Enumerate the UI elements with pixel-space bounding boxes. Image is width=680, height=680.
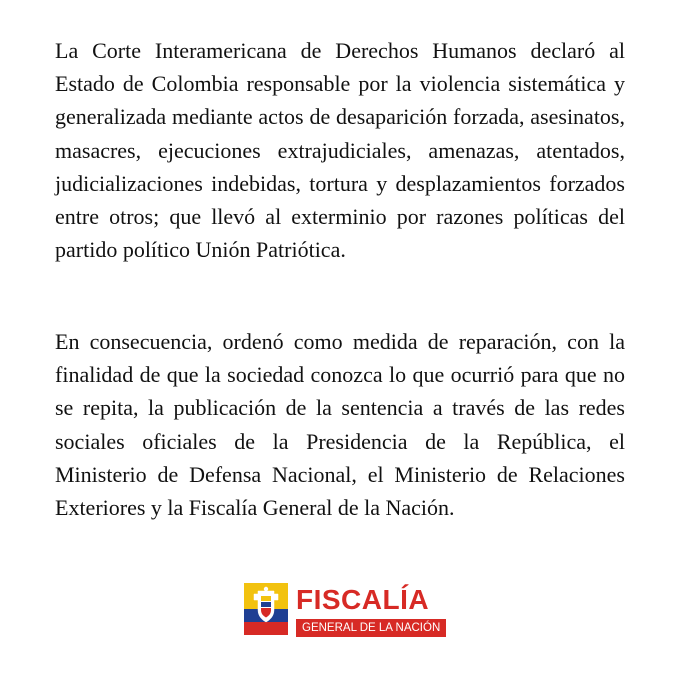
coat-of-arms-icon — [244, 583, 288, 635]
paragraph-ruling: La Corte Interamericana de Derechos Humanos declaró al Estado de Colombia responsable por la violencia sistemática y generalizada mediante actos de desaparición forzada, asesinatos, masacres, ejecuciones extrajudiciales, amenazas, atentados, judicializaciones indebidas, tortura y desplazamientos forzados entre otros; que llevó al exterminio por razones políticas del partido político Unión Patriótica. — [55, 38, 625, 263]
fiscalia-logo — [244, 583, 444, 643]
flag-badge — [244, 583, 288, 635]
logo-subtitle: GENERAL DE LA NACIÓN — [296, 619, 446, 637]
logo-title: FISCALÍA — [296, 584, 430, 615]
paragraph-reparation-order: En consecuencia, ordenó como medida de reparación, con la finalidad de que la sociedad conozca lo que ocurrió para que no se repita, la publicación de la sentencia a través de las redes sociales oficiales de la Presidencia de la República, el Ministerio de Defensa Nacional, el Ministerio de Relaciones Exteriores y la Fiscalía General de la Nación. — [55, 329, 625, 521]
